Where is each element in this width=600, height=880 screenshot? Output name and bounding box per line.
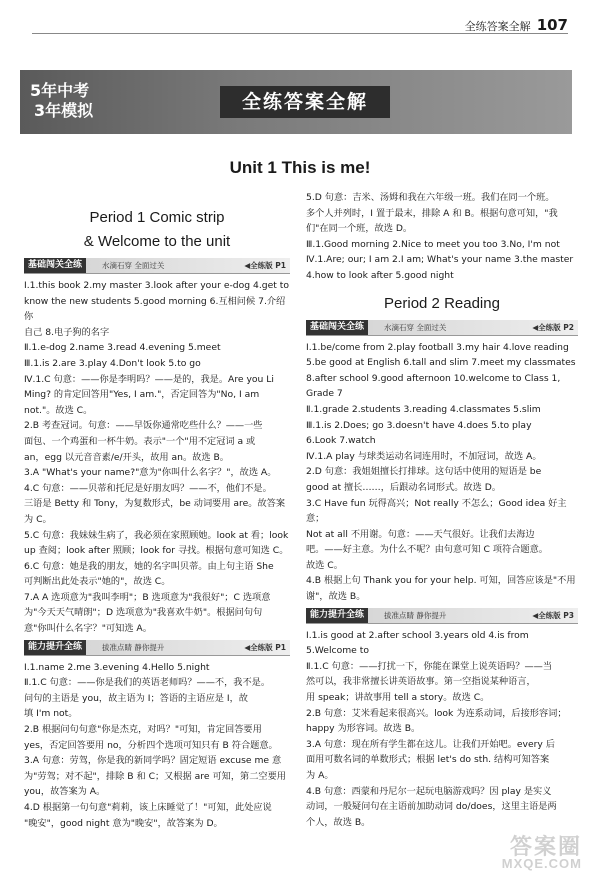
answer-line: 4.B 句意：西蒙和丹尼尔一起玩电脑游戏吗？因 play 是实义 (306, 785, 552, 797)
banner (20, 70, 572, 134)
watermark-url: MXQE.COM (501, 856, 582, 871)
answer-line: good at 擅长……，后跟动名词形式。故选 D。 (306, 481, 501, 493)
answer-line: know the new students 5.good morning 6.互相问候 7.介绍你 (24, 295, 286, 323)
section-bar-advanced (24, 640, 290, 656)
answer-line: Ⅰ.1.be/come from 2.play football 3.my hair 4.love reading (306, 341, 569, 353)
answer-line: 自己 8.电子狗的名字 (24, 326, 110, 338)
answer-line: 面包、一个鸡蛋和一杯牛奶。表示"一个"用不定冠词 a 或 (24, 435, 256, 447)
left-column (24, 206, 290, 831)
answer-line: 吧。——好主意。为什么不呢？由句意可知 C 项符合题意。 (306, 544, 548, 556)
right-basic-answers (306, 340, 578, 605)
answer-line: 谢"，故选 B。 (306, 591, 366, 603)
section-bar-advanced (306, 608, 578, 624)
answer-line: 4.B 根据上句 Thank you for your help. 可知，回答应该是"不用 (306, 575, 576, 587)
answer-line: 3.A 句意：劳驾，你是我的新同学吗？固定短语 excuse me 意 (24, 755, 282, 767)
answer-line: "晚安"，good night 意为"晚安"，故答案为 D。 (24, 817, 223, 829)
answer-line: Ⅰ.1.name 2.me 3.evening 4.Hello 5.night (24, 661, 210, 673)
right-advanced-answers (306, 628, 578, 831)
answer-line: Ⅲ.1.is 2.Does; go 3.doesn't have 4.does 5.to play (306, 419, 532, 431)
answer-line: 意"你叫什么名字？"可知选 A。 (24, 623, 152, 635)
answer-line: 用 speak；讲故事用 tell a story。故选 C。 (306, 692, 490, 704)
running-title: 全练答案全解 (464, 20, 531, 33)
answer-line: 5.Welcome to (306, 645, 369, 657)
answer-line: 3.A 句意：现在所有学生都在这儿。让我们开始吧。every 后 (306, 738, 555, 750)
answer-line: 为 C。 (24, 513, 52, 525)
period1-title: Period 1 Comic strip (89, 209, 225, 226)
answer-line: Ⅲ.1.is 2.are 3.play 4.Don't look 5.to go (24, 357, 201, 369)
section-tag: 基础闯关全练 (24, 258, 86, 273)
section-ref: ◀全练版 P1 (244, 642, 286, 652)
answer-line: 2.B 根据问句句意"你是杰克，对吗？"可知，肯定回答要用 (24, 724, 262, 736)
answer-line: Ⅲ.1.Good morning 2.Nice to meet you too 3.No, I'm not (306, 238, 560, 250)
answer-line: Ⅱ.1.e-dog 2.name 3.read 4.evening 5.meet (24, 342, 221, 354)
section-ref: ◀全练版 P3 (532, 610, 574, 620)
answer-line: 5.be good at English 6.tall and slim 7.meet my classmates (306, 357, 576, 369)
watermark (480, 830, 590, 874)
section-ref: ◀全练版 P2 (532, 322, 574, 332)
answer-line: 3.C Have fun 玩得高兴；Not really 不怎么；Good idea 好主意； (306, 497, 567, 525)
unit-title: Unit 1 This is me! (229, 158, 371, 177)
answer-line: 们"在同一个班，故选 D。 (306, 223, 413, 235)
answer-line: 为 A。 (306, 770, 334, 781)
brand-logo (30, 78, 106, 122)
period2-title: Period 2 Reading (384, 294, 500, 312)
left-basic-answers (24, 278, 290, 637)
section-hint: 拔准点睛 静你提升 (384, 610, 447, 620)
answer-line: Ⅱ.1.C 句意：——你是我们的英语老师吗？——不，我不是。 (24, 677, 271, 689)
banner-title: 全练答案全解 (220, 86, 390, 118)
answer-line: 填 I'm not。 (24, 708, 78, 720)
answer-line: 5.C 句意：我妹妹生病了，我必须在家照顾她。look at 看；look (24, 529, 289, 541)
answer-line: 为"今天天气晴朗"；D 选项意为"我喜欢牛奶"。根据问句句 (24, 607, 263, 619)
answer-line: 6.C 句意：她是我的朋友，她的名字叫贝蒂。由上句主语 She (24, 560, 274, 572)
answer-line: up 查阅；look after 照顾；look for 寻找。根据句意可知选 C。 (24, 545, 289, 557)
answer-line: 6.Look 7.watch (306, 435, 376, 447)
answer-line: Not at all 不用谢。句意：——天气很好。让我们去海边 (306, 528, 535, 540)
answer-line: 2.B 句意：艾米看起来很高兴。look 为连系动词，后接形容词； (306, 707, 567, 719)
section-bar-basic (306, 320, 578, 336)
answer-line: 三语是 Betty 和 Tony，为复数形式，be 动词要用 are。故答案 (24, 498, 286, 510)
section-hint: 水滴石穿 全面过关 (102, 261, 165, 270)
answer-line: 5.D 句意：吉米、汤姆和我在六年级一班。我们在同一个班。 (306, 192, 555, 203)
logo-top-text: 5年中考 (30, 81, 90, 100)
answer-line: Ming? 的肯定回答用"Yes, I am."，否定回答为"No, I am (24, 389, 260, 401)
answer-line: 问句的主语是 you，故主语为 I；答语的主语应是 I，故 (24, 692, 248, 704)
answer-line: 为"劳驾；对不起"，排除 B 和 C；又根据 are 可知，第二空要用 (24, 770, 286, 782)
answer-line: Ⅱ.1.grade 2.students 3.reading 4.classmates 5.slim (306, 403, 541, 415)
section-tag: 基础闯关全练 (306, 320, 368, 335)
answer-line: 个人，故选 B。 (306, 816, 371, 828)
left-advanced-answers (24, 660, 290, 832)
answer-line: 动词，一般疑问句在主语前加助动词 do/does，这里主语是两 (306, 801, 557, 813)
answer-line: 3.A "What's your name?"意为"你叫什么名字？"，故选 A。 (24, 467, 277, 479)
section-ref: ◀全练版 P1 (244, 261, 286, 270)
section-hint: 拔准点睛 静你提升 (102, 642, 165, 652)
right-continued-answers (306, 190, 578, 284)
answer-line: 多个人并列时，I 置于最末，排除 A 和 B。根据句意可知，"我 (306, 207, 558, 219)
section-hint: 水滴石穿 全面过关 (384, 322, 447, 332)
answer-line: 4.C 句意：——贝蒂和托尼是好朋友吗？——不，他们不是。 (24, 482, 272, 494)
logo-bottom-text: 3年模拟 (34, 101, 94, 120)
answer-line: 7.A A 选项意为"我叫李明"；B 选项意为"我很好"；C 选项意 (24, 591, 271, 603)
answer-line: 故选 C。 (306, 559, 343, 571)
answer-line: Ⅳ.1.Are; our; I am 2.I am; What's your name 3.the master (306, 254, 574, 266)
header-rule (32, 33, 568, 34)
answer-line: 4.how to look after 5.good night (306, 269, 454, 281)
answer-line: Ⅳ.1.A play 与球类运动名词连用时，不加冠词，故选 A。 (306, 450, 542, 462)
answer-line: happy 为形容词。故选 B。 (306, 723, 421, 735)
answer-line: Ⅳ.1.C 句意：——你是李明吗？——是的，我是。Are you Li (24, 373, 274, 385)
answer-line: 8.after school 9.good afternoon 10.welcome to Class 1, Grade 7 (306, 372, 561, 400)
watermark-text: 答案圈 (509, 835, 582, 860)
section-tag: 能力提升全练 (24, 640, 86, 655)
answer-line: an，egg 以元音音素/e/开头，故用 an。故选 B。 (24, 451, 229, 463)
period1-subtitle: & Welcome to the unit (83, 233, 231, 250)
answer-line: 2.B 考查冠词。句意：——早饭你通常吃些什么？——一些 (24, 420, 263, 432)
answer-line: not."。故选 C。 (24, 404, 93, 416)
section-tag: 能力提升全练 (306, 608, 368, 623)
answer-line: 可判断出此处表示"她的"，故选 C。 (24, 576, 171, 588)
answer-line: Ⅱ.1.C 句意：——打扰一下，你能在课堂上说英语吗？——当 (306, 660, 553, 672)
section-bar-basic (24, 258, 290, 274)
answer-line: 2.D 句意：我姐姐擅长打排球。这句话中使用的短语是 be (306, 466, 542, 478)
answer-line: 面用可数名词的单数形式；根据 let's do sth. 结构可知答案 (306, 754, 550, 766)
answer-line: yes，否定回答要用 no，分析四个选项可知只有 B 符合题意。 (24, 739, 278, 751)
answer-line: you，故答案为 A。 (24, 786, 106, 798)
answer-line: 然可以，我非常擅长讲英语故事。第一空指说某种语言， (306, 676, 536, 688)
answer-line: Ⅰ.1.is good at 2.after school 3.years old 4.is from (306, 629, 529, 641)
answer-line: 4.D 根据第一句句意"莉莉，该上床睡觉了！"可知，此处应说 (24, 802, 272, 813)
answer-line: Ⅰ.1.this book 2.my master 3.look after your e-dog 4.get to (24, 280, 289, 291)
page-number: 107 (536, 16, 568, 34)
page-header (465, 16, 568, 34)
right-column (306, 190, 578, 830)
